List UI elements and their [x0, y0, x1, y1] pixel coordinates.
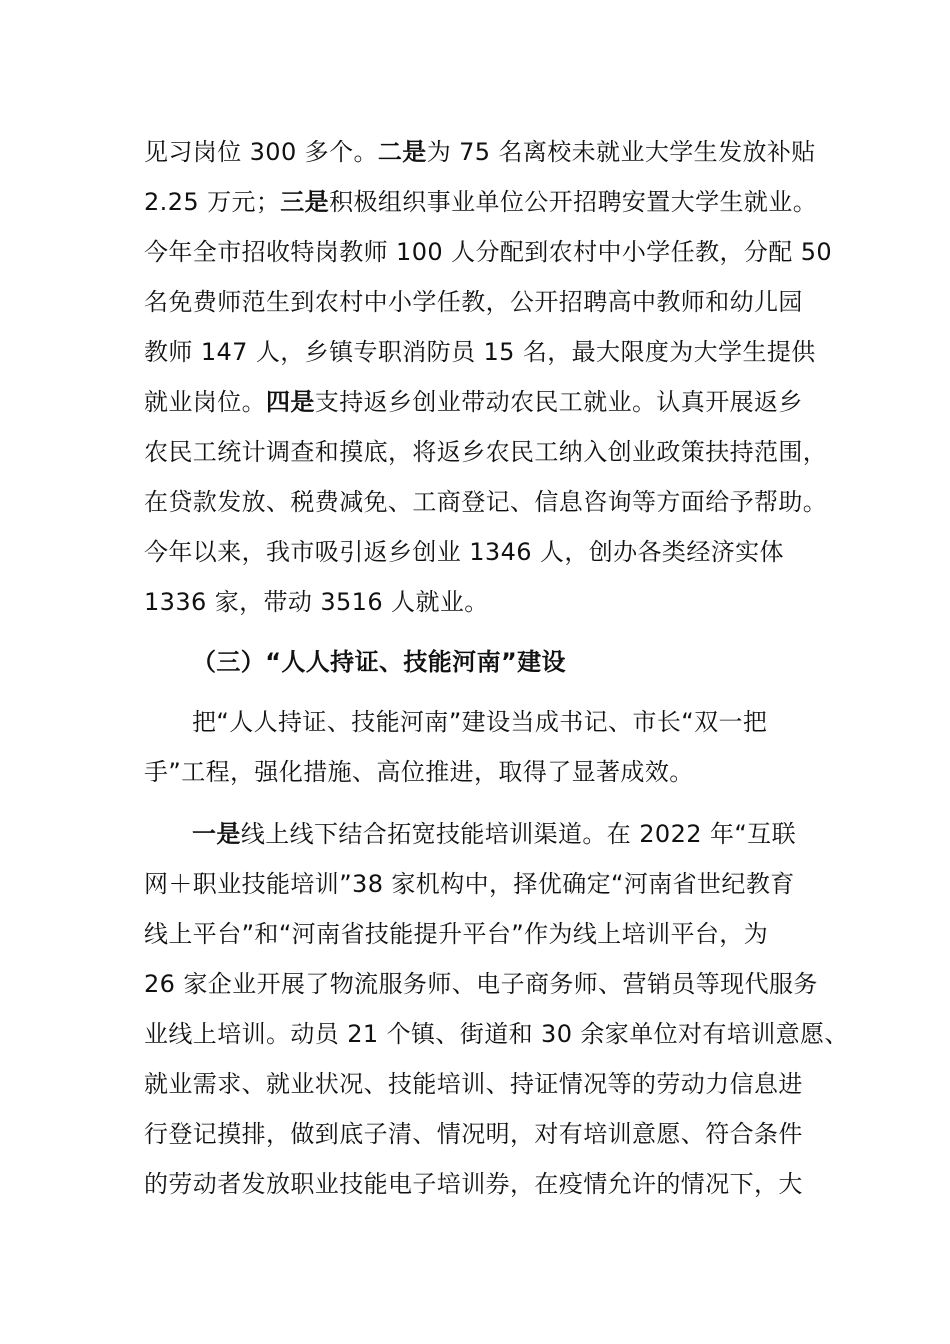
bold-marker: 一是 [192, 820, 241, 848]
text-line: 今年以来，我市吸引返乡创业 1346 人，创办各类经济实体 [144, 538, 784, 566]
text-run: 线上线下结合拓宽技能培训渠道。在 2022 年“互联 [240, 820, 796, 848]
text-run: 支持返乡创业带动农民工就业。认真开展返乡 [314, 388, 803, 416]
text-line: 在贷款发放、税费减免、工商登记、信息咨询等方面给予帮助。 [144, 488, 828, 516]
text-line: 教师 147 人，乡镇专职消防员 15 名，最大限度为大学生提供 [144, 338, 816, 366]
text-line: 手”工程，强化措施、高位推进，取得了显著成效。 [144, 758, 694, 786]
text-line: 今年全市招收特岗教师 100 人分配到农村中小学任教，分配 50 [144, 238, 833, 266]
text-line: 农民工统计调查和摸底，将返乡农民工纳入创业政策扶持范围， [144, 438, 828, 466]
text-line [144, 386, 803, 418]
text-line: 1336 家，带动 3516 人就业。 [144, 588, 489, 616]
text-run: 积极组织事业单位公开招聘安置大学生就业。 [329, 188, 818, 216]
text-line [144, 136, 816, 168]
bold-marker: 三是 [280, 188, 330, 216]
bold-marker: 二是 [377, 138, 427, 166]
text-run: 见习岗位 300 多个。 [144, 138, 378, 166]
text-line: 的劳动者发放职业技能电子培训券，在疫情允许的情况下，大 [144, 1170, 803, 1198]
text-line: 名免费师范生到农村中小学任教，公开招聘高中教师和幼儿园 [144, 288, 803, 316]
text-run: 2.25 万元； [144, 188, 281, 216]
text-line [192, 818, 796, 850]
text-run: 就业岗位。 [144, 388, 266, 416]
section-heading: （三）“人人持证、技能河南”建设 [192, 648, 566, 676]
text-line: 就业需求、就业状况、技能培训、持证情况等的劳动力信息进 [144, 1070, 803, 1098]
text-line: 线上平台”和“河南省技能提升平台”作为线上培训平台，为 [144, 920, 769, 948]
text-line: 网＋职业技能培训”38 家机构中，择优确定“河南省世纪教育 [144, 870, 795, 898]
text-run: 为 75 名离校未就业大学生发放补贴 [426, 138, 816, 166]
bold-marker: 四是 [266, 388, 315, 416]
text-line: 把“人人持证、技能河南”建设当成书记、市长“双一把 [192, 708, 768, 736]
text-line: 26 家企业开展了物流服务师、电子商务师、营销员等现代服务 [144, 970, 818, 998]
text-line: 业线上培训。动员 21 个镇、街道和 30 余家单位对有培训意愿、 [144, 1020, 849, 1048]
text-line [144, 186, 817, 218]
text-line: 行登记摸排，做到底子清、情况明，对有培训意愿、符合条件 [144, 1120, 803, 1148]
